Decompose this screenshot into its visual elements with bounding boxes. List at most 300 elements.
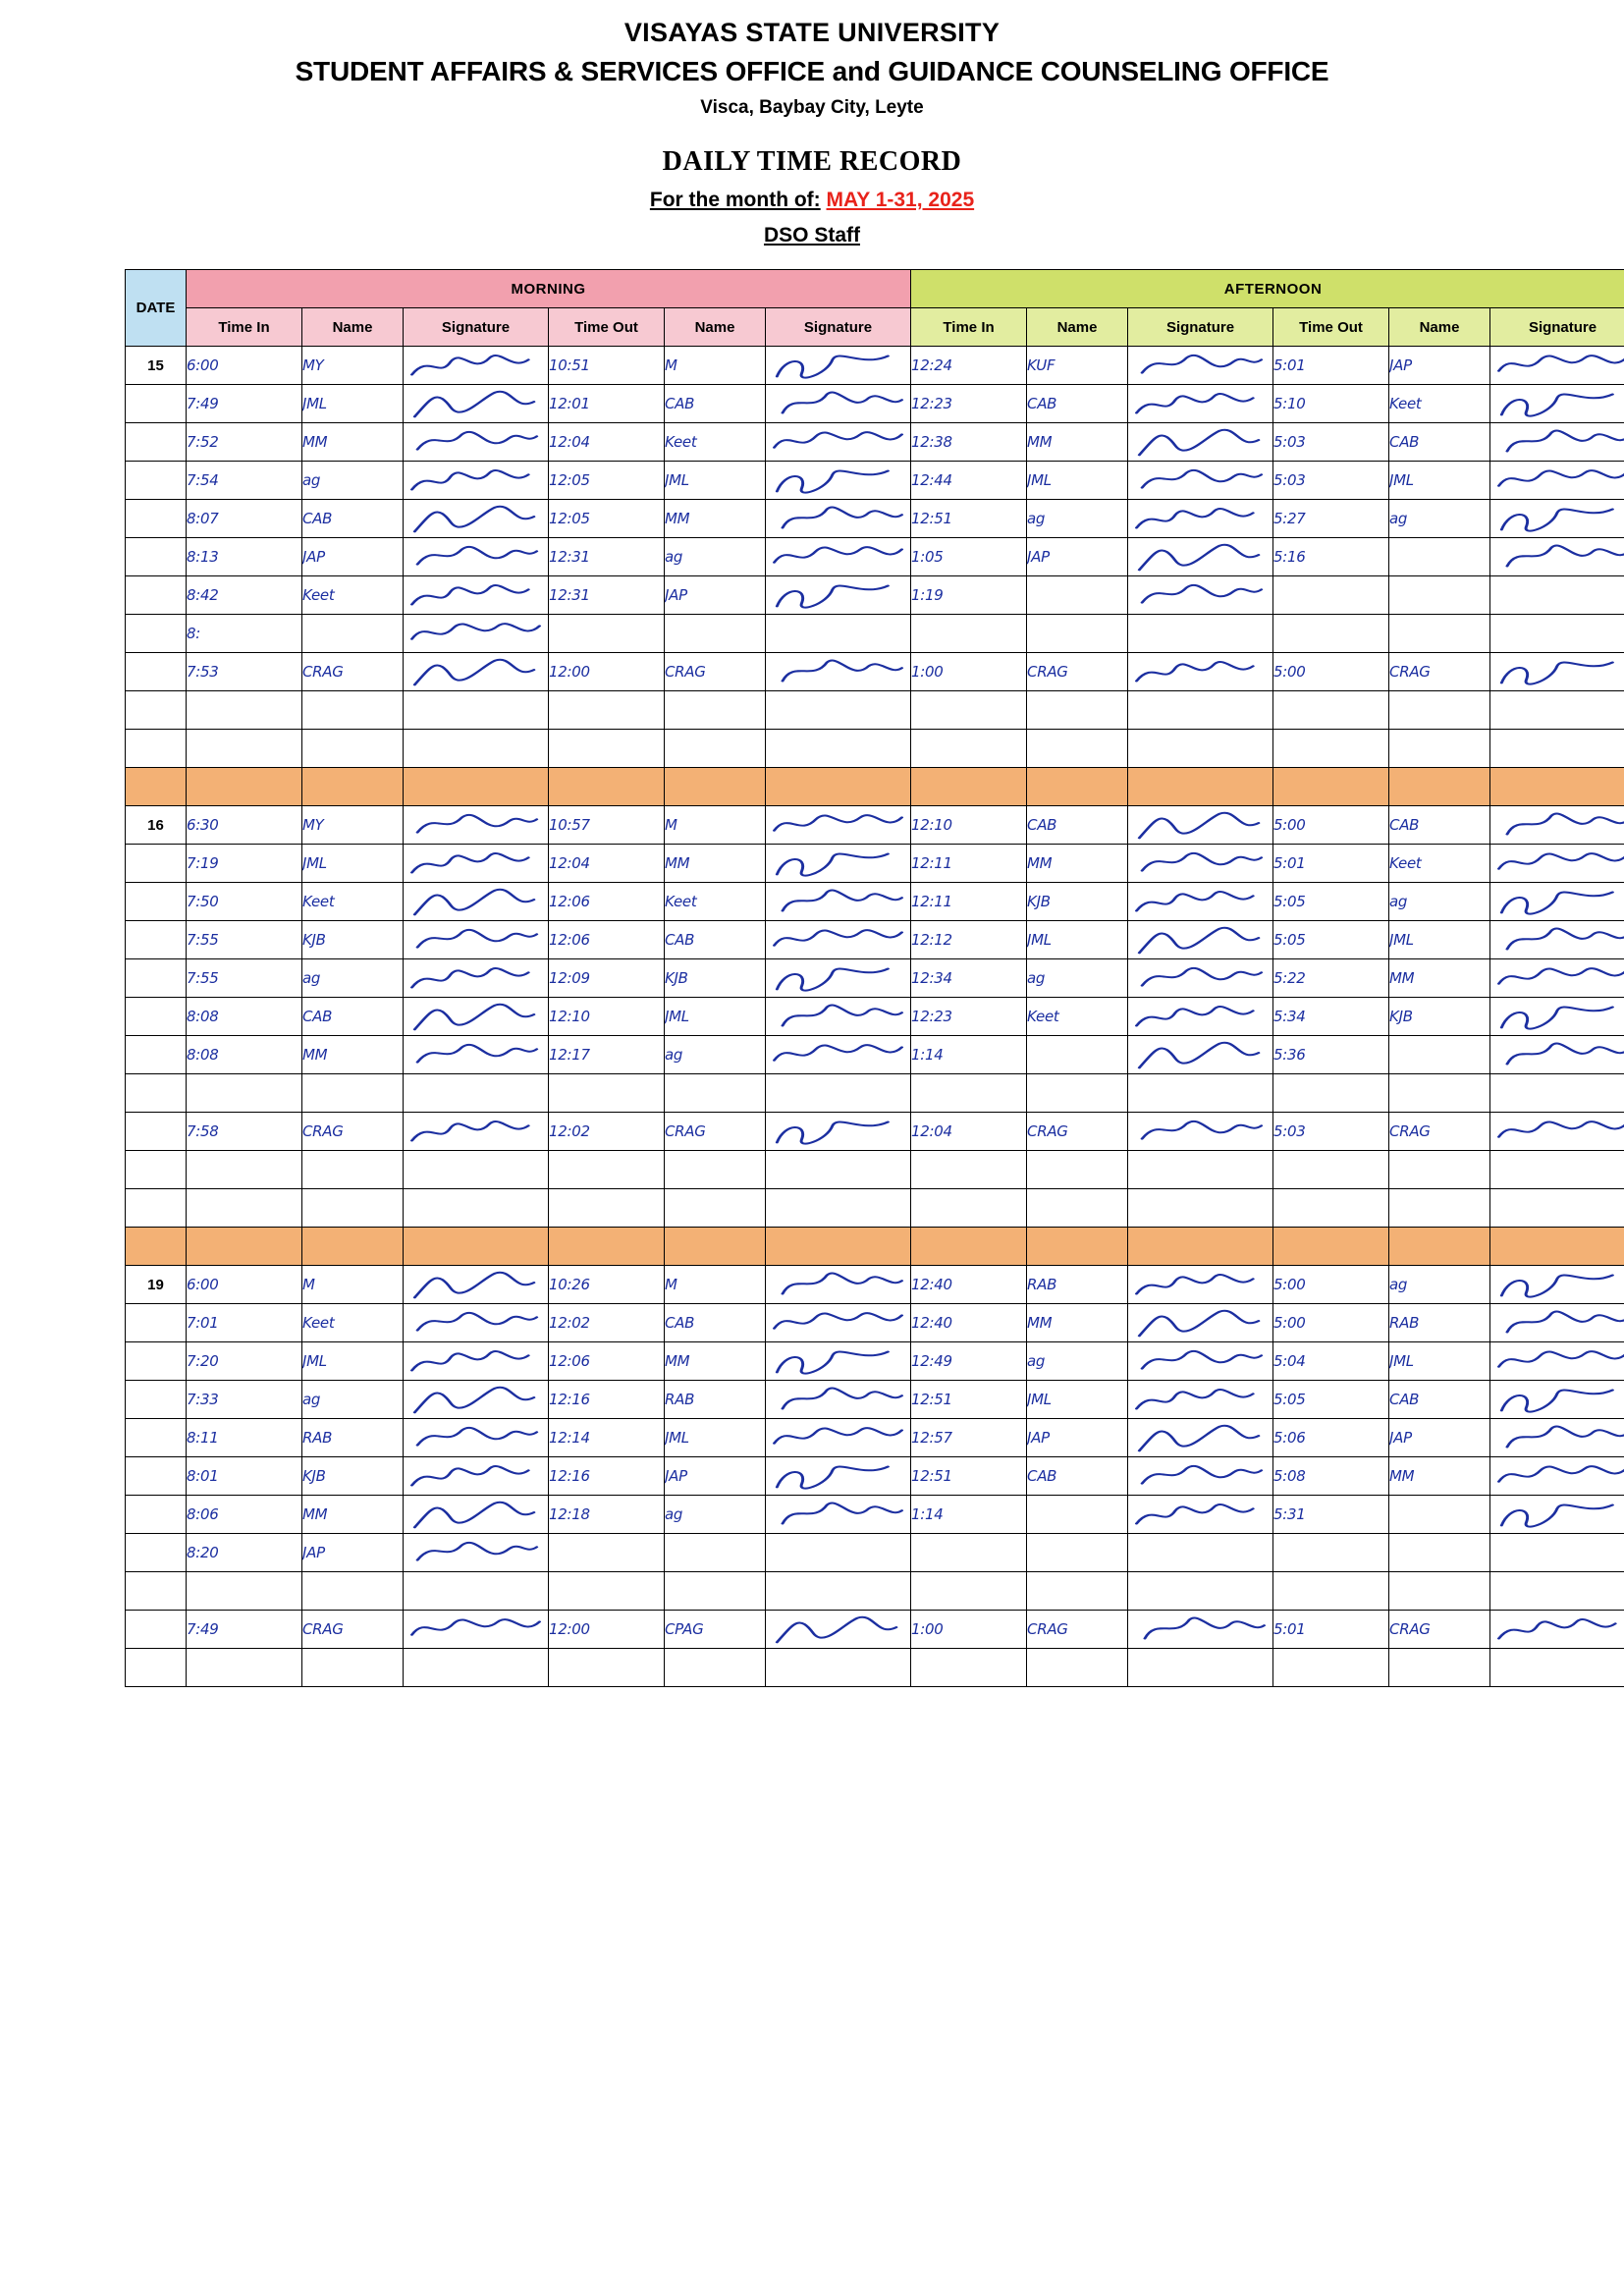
pm-time-out-cell: 5:22 bbox=[1273, 959, 1389, 998]
table-row bbox=[126, 1419, 1624, 1457]
am-signature-in-cell bbox=[404, 1649, 549, 1687]
am-name-in-cell: CRAG bbox=[302, 1113, 404, 1151]
signature-mark bbox=[1490, 385, 1624, 422]
signature-mark bbox=[404, 1611, 548, 1648]
separator-cell bbox=[302, 768, 404, 806]
signature-mark bbox=[1490, 1419, 1624, 1456]
pm-signature-in-cell bbox=[1128, 1534, 1273, 1572]
am-time-out-cell: 12:01 bbox=[549, 385, 665, 423]
date-cell bbox=[126, 615, 187, 653]
am-time-in-cell: 7:55 bbox=[187, 921, 302, 959]
pm-time-in-cell: 12:11 bbox=[911, 883, 1027, 921]
am-time-out-cell bbox=[549, 1649, 665, 1687]
date-cell: 15 bbox=[126, 347, 187, 385]
am-time-out-cell: 12:16 bbox=[549, 1381, 665, 1419]
am-time-out-cell: 12:18 bbox=[549, 1496, 665, 1534]
am-time-out-cell: 12:31 bbox=[549, 576, 665, 615]
am-signature-out-cell bbox=[766, 1496, 911, 1534]
am-signature-out-cell bbox=[766, 1189, 911, 1228]
column-header-pm-name-in: Name bbox=[1027, 308, 1128, 347]
pm-signature-in-cell bbox=[1128, 1496, 1273, 1534]
am-name-in-cell: CRAG bbox=[302, 653, 404, 691]
column-header-pm-sign-in: Signature bbox=[1128, 308, 1273, 347]
am-signature-in-cell bbox=[404, 845, 549, 883]
office-name: STUDENT AFFAIRS & SERVICES OFFICE and GUIDANCE COUNSELING OFFICE bbox=[295, 56, 1329, 86]
am-name-out-cell: ag bbox=[665, 1036, 766, 1074]
pm-name-in-cell bbox=[1027, 1649, 1128, 1687]
am-time-out-cell: 12:10 bbox=[549, 998, 665, 1036]
table-row bbox=[126, 385, 1624, 423]
pm-time-out-cell bbox=[1273, 615, 1389, 653]
pm-signature-out-cell bbox=[1490, 1381, 1624, 1419]
am-name-out-cell: JAP bbox=[665, 576, 766, 615]
separator-cell bbox=[1389, 768, 1490, 806]
signature-mark bbox=[1128, 959, 1272, 997]
column-header-date: DATE bbox=[126, 270, 187, 347]
am-signature-out-cell bbox=[766, 1151, 911, 1189]
am-name-out-cell: RAB bbox=[665, 1381, 766, 1419]
pm-name-out-cell: JML bbox=[1389, 462, 1490, 500]
pm-name-in-cell: MM bbox=[1027, 845, 1128, 883]
month-value: MAY 1-31, 2025 bbox=[826, 189, 975, 211]
date-cell bbox=[126, 1496, 187, 1534]
signature-mark bbox=[1128, 1381, 1272, 1418]
pm-time-out-cell bbox=[1273, 576, 1389, 615]
am-name-out-cell: M bbox=[665, 1266, 766, 1304]
separator-cell bbox=[1490, 1228, 1624, 1266]
block-separator bbox=[126, 1228, 1624, 1266]
am-time-out-cell: 12:04 bbox=[549, 423, 665, 462]
am-name-in-cell: M bbox=[302, 1266, 404, 1304]
am-name-in-cell: JAP bbox=[302, 1534, 404, 1572]
pm-time-out-cell bbox=[1273, 1189, 1389, 1228]
separator-cell bbox=[1128, 1228, 1273, 1266]
signature-mark bbox=[1490, 1113, 1624, 1150]
pm-time-out-cell: 5:01 bbox=[1273, 347, 1389, 385]
am-signature-in-cell bbox=[404, 576, 549, 615]
am-time-in-cell: 7:58 bbox=[187, 1113, 302, 1151]
table-row bbox=[126, 1113, 1624, 1151]
pm-time-out-cell: 5:03 bbox=[1273, 1113, 1389, 1151]
pm-time-in-cell: 1:05 bbox=[911, 538, 1027, 576]
am-name-out-cell bbox=[665, 1189, 766, 1228]
signature-mark bbox=[404, 1266, 548, 1303]
signature-mark bbox=[1490, 653, 1624, 690]
pm-time-in-cell: 12:38 bbox=[911, 423, 1027, 462]
pm-time-out-cell: 5:03 bbox=[1273, 423, 1389, 462]
pm-name-out-cell bbox=[1389, 730, 1490, 768]
pm-signature-in-cell bbox=[1128, 806, 1273, 845]
pm-name-out-cell: JML bbox=[1389, 921, 1490, 959]
pm-name-out-cell: CAB bbox=[1389, 1381, 1490, 1419]
am-signature-in-cell bbox=[404, 883, 549, 921]
pm-time-in-cell bbox=[911, 730, 1027, 768]
band-afternoon: AFTERNOON bbox=[911, 270, 1624, 308]
signature-mark bbox=[404, 921, 548, 958]
pm-signature-in-cell bbox=[1128, 1189, 1273, 1228]
pm-time-in-cell: 1:19 bbox=[911, 576, 1027, 615]
pm-signature-out-cell bbox=[1490, 883, 1624, 921]
am-name-in-cell: JAP bbox=[302, 538, 404, 576]
am-time-in-cell: 8:20 bbox=[187, 1534, 302, 1572]
signature-mark bbox=[766, 576, 910, 614]
signature-mark bbox=[766, 1496, 910, 1533]
signature-mark bbox=[1490, 845, 1624, 882]
table-row bbox=[126, 691, 1624, 730]
column-header-pm-time-in: Time In bbox=[911, 308, 1027, 347]
signature-mark bbox=[404, 1419, 548, 1456]
am-name-in-cell bbox=[302, 1572, 404, 1611]
signature-mark bbox=[404, 1342, 548, 1380]
signature-mark bbox=[404, 576, 548, 614]
signature-mark bbox=[404, 423, 548, 461]
date-cell bbox=[126, 1649, 187, 1687]
pm-signature-in-cell bbox=[1128, 576, 1273, 615]
pm-signature-out-cell bbox=[1490, 1342, 1624, 1381]
am-time-in-cell: 8:08 bbox=[187, 1036, 302, 1074]
pm-name-out-cell bbox=[1389, 1534, 1490, 1572]
separator-cell bbox=[665, 1228, 766, 1266]
am-name-in-cell bbox=[302, 1649, 404, 1687]
am-name-in-cell: RAB bbox=[302, 1419, 404, 1457]
pm-time-in-cell: 12:34 bbox=[911, 959, 1027, 998]
am-signature-out-cell bbox=[766, 1304, 911, 1342]
am-name-out-cell: CAB bbox=[665, 1304, 766, 1342]
separator-cell bbox=[302, 1228, 404, 1266]
signature-mark bbox=[404, 615, 548, 652]
date-cell bbox=[126, 423, 187, 462]
pm-signature-in-cell bbox=[1128, 538, 1273, 576]
am-time-in-cell: 8:42 bbox=[187, 576, 302, 615]
am-signature-in-cell bbox=[404, 385, 549, 423]
am-time-in-cell: 6:00 bbox=[187, 347, 302, 385]
pm-time-out-cell: 5:05 bbox=[1273, 1381, 1389, 1419]
date-cell bbox=[126, 921, 187, 959]
separator-cell bbox=[1027, 768, 1128, 806]
date-cell bbox=[126, 1419, 187, 1457]
pm-signature-in-cell bbox=[1128, 462, 1273, 500]
am-time-in-cell: 6:30 bbox=[187, 806, 302, 845]
pm-name-in-cell: MM bbox=[1027, 423, 1128, 462]
am-name-in-cell bbox=[302, 615, 404, 653]
am-time-in-cell: 8:06 bbox=[187, 1496, 302, 1534]
pm-time-in-cell bbox=[911, 1189, 1027, 1228]
table-row bbox=[126, 653, 1624, 691]
table-row bbox=[126, 1189, 1624, 1228]
signature-mark bbox=[404, 883, 548, 920]
pm-name-out-cell: MM bbox=[1389, 1457, 1490, 1496]
signature-mark bbox=[766, 959, 910, 997]
pm-time-in-cell: 12:44 bbox=[911, 462, 1027, 500]
date-cell bbox=[126, 1036, 187, 1074]
signature-mark bbox=[404, 1113, 548, 1150]
am-signature-out-cell bbox=[766, 1113, 911, 1151]
am-time-out-cell: 12:06 bbox=[549, 1342, 665, 1381]
pm-time-out-cell bbox=[1273, 730, 1389, 768]
pm-time-out-cell bbox=[1273, 1074, 1389, 1113]
pm-name-out-cell bbox=[1389, 691, 1490, 730]
am-signature-in-cell bbox=[404, 1036, 549, 1074]
date-cell bbox=[126, 1189, 187, 1228]
am-signature-in-cell bbox=[404, 1419, 549, 1457]
pm-signature-out-cell bbox=[1490, 538, 1624, 576]
signature-mark bbox=[766, 883, 910, 920]
am-name-out-cell: M bbox=[665, 347, 766, 385]
am-signature-in-cell bbox=[404, 538, 549, 576]
signature-mark bbox=[766, 1304, 910, 1341]
pm-signature-out-cell bbox=[1490, 462, 1624, 500]
dtr-table bbox=[125, 269, 1624, 1687]
pm-time-out-cell: 5:01 bbox=[1273, 845, 1389, 883]
table-row bbox=[126, 462, 1624, 500]
am-signature-in-cell bbox=[404, 1457, 549, 1496]
signature-mark bbox=[766, 1611, 910, 1648]
pm-name-in-cell: MM bbox=[1027, 1304, 1128, 1342]
am-signature-out-cell bbox=[766, 1534, 911, 1572]
am-signature-in-cell bbox=[404, 462, 549, 500]
am-time-in-cell: 7:53 bbox=[187, 653, 302, 691]
am-name-in-cell bbox=[302, 730, 404, 768]
pm-time-in-cell: 1:00 bbox=[911, 1611, 1027, 1649]
am-name-in-cell bbox=[302, 1189, 404, 1228]
signature-mark bbox=[766, 1113, 910, 1150]
am-signature-in-cell bbox=[404, 1074, 549, 1113]
am-time-out-cell: 12:31 bbox=[549, 538, 665, 576]
column-header-am-name-in: Name bbox=[302, 308, 404, 347]
am-time-out-cell: 10:51 bbox=[549, 347, 665, 385]
table-row bbox=[126, 730, 1624, 768]
am-time-in-cell: 7:19 bbox=[187, 845, 302, 883]
column-header-am-time-out: Time Out bbox=[549, 308, 665, 347]
month-label: For the month of: bbox=[649, 189, 821, 211]
am-time-out-cell: 10:57 bbox=[549, 806, 665, 845]
am-signature-out-cell bbox=[766, 615, 911, 653]
separator-cell bbox=[766, 1228, 911, 1266]
am-name-out-cell: CPAG bbox=[665, 1611, 766, 1649]
am-time-in-cell: 8:07 bbox=[187, 500, 302, 538]
am-name-out-cell bbox=[665, 730, 766, 768]
pm-time-out-cell bbox=[1273, 1649, 1389, 1687]
pm-time-in-cell: 12:04 bbox=[911, 1113, 1027, 1151]
table-row bbox=[126, 347, 1624, 385]
pm-name-out-cell: CAB bbox=[1389, 423, 1490, 462]
table-row bbox=[126, 959, 1624, 998]
separator-cell bbox=[404, 768, 549, 806]
am-name-in-cell: CRAG bbox=[302, 1611, 404, 1649]
signature-mark bbox=[766, 423, 910, 461]
am-name-out-cell bbox=[665, 1151, 766, 1189]
signature-mark bbox=[1490, 806, 1624, 844]
am-name-out-cell: Keet bbox=[665, 423, 766, 462]
column-header-am-time-in: Time In bbox=[187, 308, 302, 347]
separator-cell bbox=[404, 1228, 549, 1266]
date-cell: 16 bbox=[126, 806, 187, 845]
date-cell bbox=[126, 845, 187, 883]
am-signature-in-cell bbox=[404, 1189, 549, 1228]
pm-signature-in-cell bbox=[1128, 1113, 1273, 1151]
separator-cell bbox=[1490, 768, 1624, 806]
signature-mark bbox=[766, 1266, 910, 1303]
am-name-in-cell: JML bbox=[302, 1342, 404, 1381]
am-name-out-cell bbox=[665, 1074, 766, 1113]
am-name-out-cell bbox=[665, 691, 766, 730]
pm-name-in-cell: CRAG bbox=[1027, 653, 1128, 691]
am-signature-in-cell bbox=[404, 347, 549, 385]
am-time-in-cell bbox=[187, 1151, 302, 1189]
pm-signature-out-cell bbox=[1490, 959, 1624, 998]
signature-mark bbox=[766, 1342, 910, 1380]
document-header bbox=[0, 0, 1624, 247]
date-cell bbox=[126, 500, 187, 538]
pm-name-in-cell: KUF bbox=[1027, 347, 1128, 385]
signature-mark bbox=[1128, 576, 1272, 614]
am-time-out-cell bbox=[549, 1151, 665, 1189]
pm-signature-out-cell bbox=[1490, 500, 1624, 538]
pm-signature-out-cell bbox=[1490, 1074, 1624, 1113]
signature-mark bbox=[1128, 1304, 1272, 1341]
pm-signature-out-cell bbox=[1490, 576, 1624, 615]
table-row bbox=[126, 1151, 1624, 1189]
am-signature-out-cell bbox=[766, 462, 911, 500]
signature-mark bbox=[1490, 1611, 1624, 1648]
pm-time-in-cell: 12:51 bbox=[911, 1457, 1027, 1496]
am-name-in-cell: Keet bbox=[302, 1304, 404, 1342]
pm-time-in-cell: 12:12 bbox=[911, 921, 1027, 959]
am-time-out-cell: 12:16 bbox=[549, 1457, 665, 1496]
signature-mark bbox=[1490, 998, 1624, 1035]
pm-name-out-cell: CRAG bbox=[1389, 1611, 1490, 1649]
am-name-in-cell: Keet bbox=[302, 576, 404, 615]
am-time-in-cell: 7:01 bbox=[187, 1304, 302, 1342]
pm-name-out-cell: ag bbox=[1389, 500, 1490, 538]
am-time-in-cell bbox=[187, 1649, 302, 1687]
month-line bbox=[0, 189, 1624, 212]
date-cell bbox=[126, 538, 187, 576]
am-name-out-cell: Keet bbox=[665, 883, 766, 921]
separator-cell bbox=[911, 768, 1027, 806]
am-signature-in-cell bbox=[404, 1342, 549, 1381]
am-signature-in-cell bbox=[404, 1113, 549, 1151]
pm-name-in-cell bbox=[1027, 1151, 1128, 1189]
table-row bbox=[126, 845, 1624, 883]
am-signature-in-cell bbox=[404, 730, 549, 768]
date-cell bbox=[126, 883, 187, 921]
pm-time-out-cell: 5:00 bbox=[1273, 1304, 1389, 1342]
table-row bbox=[126, 1381, 1624, 1419]
pm-name-in-cell: ag bbox=[1027, 959, 1128, 998]
signature-mark bbox=[1490, 1457, 1624, 1495]
date-cell bbox=[126, 462, 187, 500]
am-time-in-cell bbox=[187, 691, 302, 730]
signature-mark bbox=[1128, 500, 1272, 537]
dtr-table-wrap bbox=[125, 269, 1597, 1687]
table-row bbox=[126, 1496, 1624, 1534]
am-time-in-cell: 8: bbox=[187, 615, 302, 653]
pm-signature-out-cell bbox=[1490, 1266, 1624, 1304]
subheader-row bbox=[126, 308, 1624, 347]
pm-name-out-cell: CRAG bbox=[1389, 1113, 1490, 1151]
pm-name-in-cell: RAB bbox=[1027, 1266, 1128, 1304]
table-row bbox=[126, 1074, 1624, 1113]
am-time-out-cell: 12:05 bbox=[549, 500, 665, 538]
table-row bbox=[126, 423, 1624, 462]
signature-mark bbox=[404, 845, 548, 882]
pm-signature-out-cell bbox=[1490, 615, 1624, 653]
am-name-out-cell: MM bbox=[665, 845, 766, 883]
pm-name-out-cell bbox=[1389, 615, 1490, 653]
am-name-in-cell: JML bbox=[302, 385, 404, 423]
pm-time-out-cell: 5:00 bbox=[1273, 1266, 1389, 1304]
am-signature-out-cell bbox=[766, 921, 911, 959]
am-signature-in-cell bbox=[404, 1534, 549, 1572]
am-name-out-cell: JML bbox=[665, 1419, 766, 1457]
pm-signature-in-cell bbox=[1128, 500, 1273, 538]
signature-mark bbox=[766, 347, 910, 384]
signature-mark bbox=[1490, 883, 1624, 920]
am-name-out-cell bbox=[665, 1572, 766, 1611]
signature-mark bbox=[1128, 347, 1272, 384]
am-signature-out-cell bbox=[766, 883, 911, 921]
date-cell bbox=[126, 1151, 187, 1189]
table-row bbox=[126, 1611, 1624, 1649]
separator-cell bbox=[549, 768, 665, 806]
pm-name-out-cell: ag bbox=[1389, 883, 1490, 921]
pm-signature-in-cell bbox=[1128, 1572, 1273, 1611]
pm-name-out-cell bbox=[1389, 576, 1490, 615]
am-name-in-cell bbox=[302, 1074, 404, 1113]
signature-mark bbox=[766, 653, 910, 690]
am-time-in-cell: 6:00 bbox=[187, 1266, 302, 1304]
pm-name-in-cell: CAB bbox=[1027, 806, 1128, 845]
am-signature-out-cell bbox=[766, 1611, 911, 1649]
pm-signature-out-cell bbox=[1490, 691, 1624, 730]
am-time-in-cell: 8:08 bbox=[187, 998, 302, 1036]
signature-mark bbox=[1490, 1036, 1624, 1073]
separator-cell bbox=[1027, 1228, 1128, 1266]
document-title: DAILY TIME RECORD bbox=[662, 146, 962, 177]
pm-time-out-cell: 5:00 bbox=[1273, 653, 1389, 691]
pm-time-in-cell: 12:57 bbox=[911, 1419, 1027, 1457]
am-time-in-cell: 7:33 bbox=[187, 1381, 302, 1419]
pm-signature-out-cell bbox=[1490, 806, 1624, 845]
pm-signature-out-cell bbox=[1490, 730, 1624, 768]
pm-signature-out-cell bbox=[1490, 1419, 1624, 1457]
pm-signature-in-cell bbox=[1128, 423, 1273, 462]
am-signature-in-cell bbox=[404, 1611, 549, 1649]
signature-mark bbox=[766, 845, 910, 882]
pm-time-in-cell: 1:00 bbox=[911, 653, 1027, 691]
am-time-in-cell: 7:49 bbox=[187, 385, 302, 423]
pm-signature-out-cell bbox=[1490, 1496, 1624, 1534]
signature-mark bbox=[1490, 423, 1624, 461]
column-header-am-sign-in: Signature bbox=[404, 308, 549, 347]
signature-mark bbox=[404, 1381, 548, 1418]
column-header-am-name-out: Name bbox=[665, 308, 766, 347]
signature-mark bbox=[1490, 1381, 1624, 1418]
table-row bbox=[126, 998, 1624, 1036]
pm-name-out-cell bbox=[1389, 1036, 1490, 1074]
am-signature-out-cell bbox=[766, 806, 911, 845]
pm-time-in-cell: 12:40 bbox=[911, 1266, 1027, 1304]
am-time-in-cell: 7:49 bbox=[187, 1611, 302, 1649]
am-name-in-cell: MM bbox=[302, 1036, 404, 1074]
am-time-out-cell bbox=[549, 615, 665, 653]
pm-name-out-cell bbox=[1389, 1074, 1490, 1113]
signature-mark bbox=[1128, 1457, 1272, 1495]
am-name-out-cell: JML bbox=[665, 998, 766, 1036]
pm-name-in-cell bbox=[1027, 1496, 1128, 1534]
am-signature-in-cell bbox=[404, 1572, 549, 1611]
